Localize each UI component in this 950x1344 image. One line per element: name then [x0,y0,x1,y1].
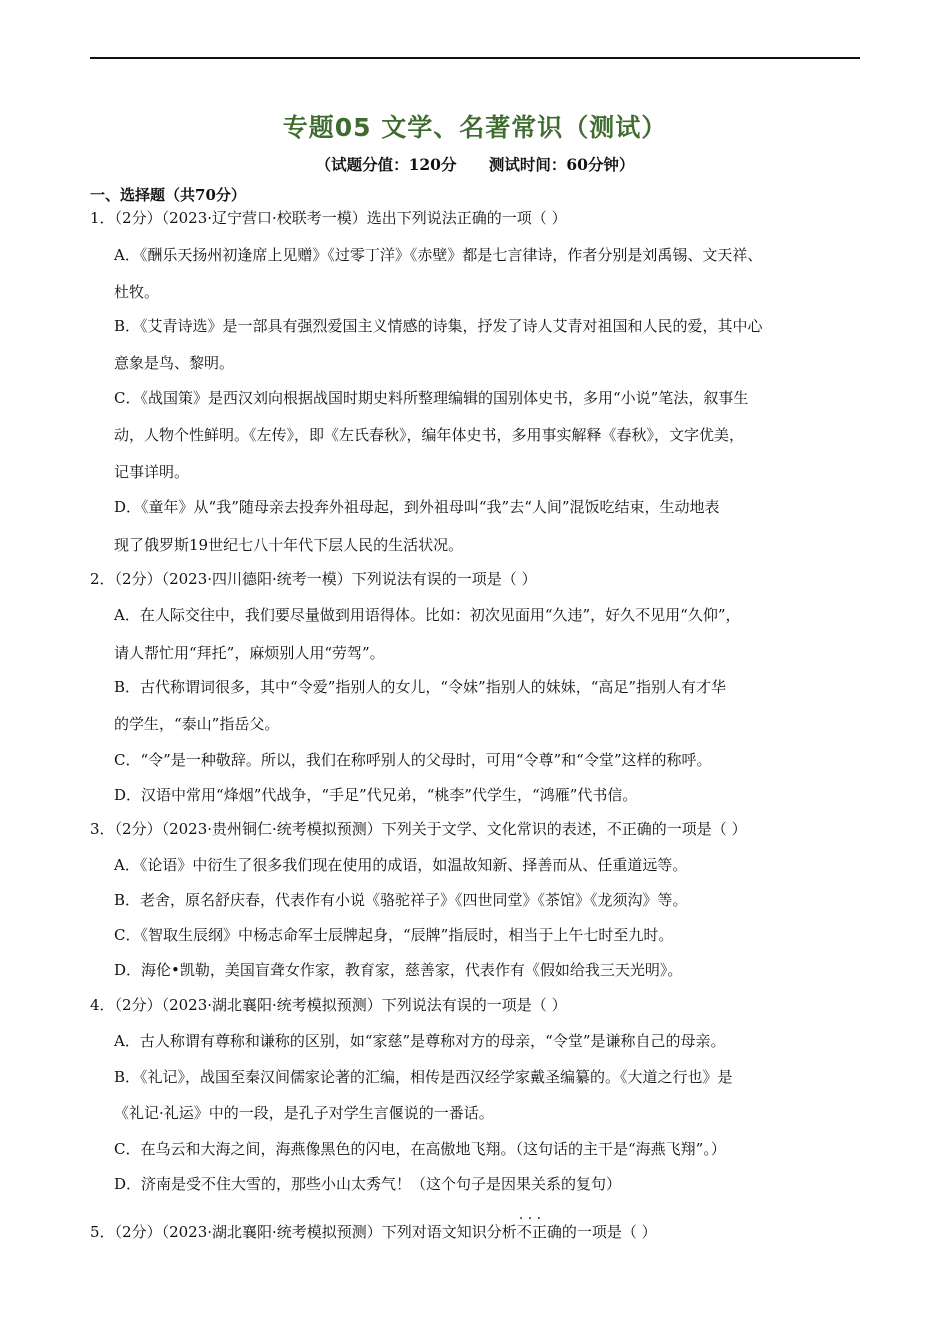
page-subtitle: （试题分值：120分 测试时间：60分钟） [315,155,635,174]
question-2-option-b: B．古代称谓词很多，其中“令爱”指别人的女儿，“令妹”指别人的妹妹，“高足”指别人有才华 [114,678,727,696]
question-5-stem-after: 的一项是（ ） [561,1223,657,1241]
question-2-option-d: D．汉语中常用“烽烟”代战争，“手足”代兄弟，“桃李”代学生，“鸿雁”代书信。 [114,786,638,804]
question-1-option-b: B．《艾青诗选》是一部具有强烈爱国主义情感的诗集，抒发了诗人艾青对祖国和人民的爱，其中心 [114,317,763,335]
question-4-stem: 4．（2分）（2023·湖北襄阳·统考模拟预测）下列说法有误的一项是（ ） [90,996,567,1014]
section-heading: 一、选择题（共70分） [90,186,246,204]
question-1-option-d: 现了俄罗斯19世纪七八十年代下层人民的生活状况。 [114,536,464,554]
question-4-option-b: B．《礼记》，战国至秦汉间儒家论著的汇编，相传是西汉经学家戴圣编纂的。《大道之行也》是 [114,1068,733,1086]
question-4-option-d: D．济南是受不住大雪的，那些小山太秀气！（这个句子是因果关系的复句） [114,1175,622,1193]
question-3-option-d: D．海伦•凯勒，美国盲聋女作家，教育家，慈善家，代表作有《假如给我三天光明》。 [114,961,683,979]
question-2-option-c: C．“令”是一种敬辞。所以，我们在称呼别人的父母时，可用“令尊”和“令堂”这样的称呼。 [114,751,712,769]
question-1-option-c: C．《战国策》是西汉刘向根据战国时期史料所整理编辑的国别体史书，多用“小说”笔法，叙事生 [114,389,749,407]
question-5-stem-before: 5．（2分）（2023·湖北襄阳·统考模拟预测）下列对语文知识分析 [90,1223,517,1241]
question-4-option-b: 《礼记·礼运》中的一段，是孔子对学生言偃说的一番话。 [114,1104,494,1122]
question-2-option-b: 的学生，“泰山”指岳父。 [114,715,280,733]
question-3-option-a: A．《论语》中衍生了很多我们现在使用的成语，如温故知新、择善而从、任重道远等。 [114,856,688,874]
question-4-option-c: C．在乌云和大海之间，海燕像黑色的闪电，在高傲地飞翔。（这句话的主干是“海燕飞翔”。） [114,1140,726,1158]
question-5-stem [90,1222,657,1242]
question-1-option-c: 记事详明。 [114,463,190,481]
question-1-stem: 1．（2分）（2023·辽宁营口·校联考一模）选出下列说法正确的一项（ ） [90,209,567,227]
question-1-option-c: 动，人物个性鲜明。《左传》，即《左氏春秋》，编年体史书，多用事实解释《春秋》，文字优美， [114,426,745,444]
question-1-option-a: A．《酬乐天扬州初逢席上见赠》《过零丁洋》《赤壁》都是七言律诗，作者分别是刘禹锡、文天祥、 [114,246,763,264]
question-3-option-c: C．《智取生辰纲》中杨志命军士辰牌起身，“辰牌”指辰时，相当于上午七时至九时。 [114,926,674,944]
question-3-option-b: B．老舍，原名舒庆春，代表作有小说《骆驼祥子》《四世同堂》《茶馆》《龙须沟》等。 [114,891,688,909]
question-1-option-d: D．《童年》从“我”随母亲去投奔外祖母起，到外祖母叫“我”去“人间”混饭吃结束，生动地表 [114,498,720,516]
question-2-option-a: 请人帮忙用“拜托”，麻烦别人用“劳驾”。 [114,644,385,662]
question-2-option-a: A．在人际交往中，我们要尽量做到用语得体。比如：初次见面用“久违”，好久不见用“久仰”， [114,606,741,624]
question-3-stem: 3．（2分）（2023·贵州铜仁·统考模拟预测）下列关于文学、文化常识的表述，不正确的一项是（ ） [90,820,747,838]
question-1-option-b: 意象是鸟、黎明。 [114,354,235,372]
page-title: 专题05 文学、名著常识（测试） [282,113,668,142]
question-5-emphasis: 不正确 · · · [517,1223,562,1241]
question-4-option-a: A．古人称谓有尊称和谦称的区别，如“家慈”是尊称对方的母亲，“令堂”是谦称自己的母亲。 [114,1032,726,1050]
header-rule [90,57,860,59]
question-1-option-a: 杜牧。 [114,283,160,301]
question-2-stem: 2．（2分）（2023·四川德阳·统考一模）下列说法有误的一项是（ ） [90,570,537,588]
